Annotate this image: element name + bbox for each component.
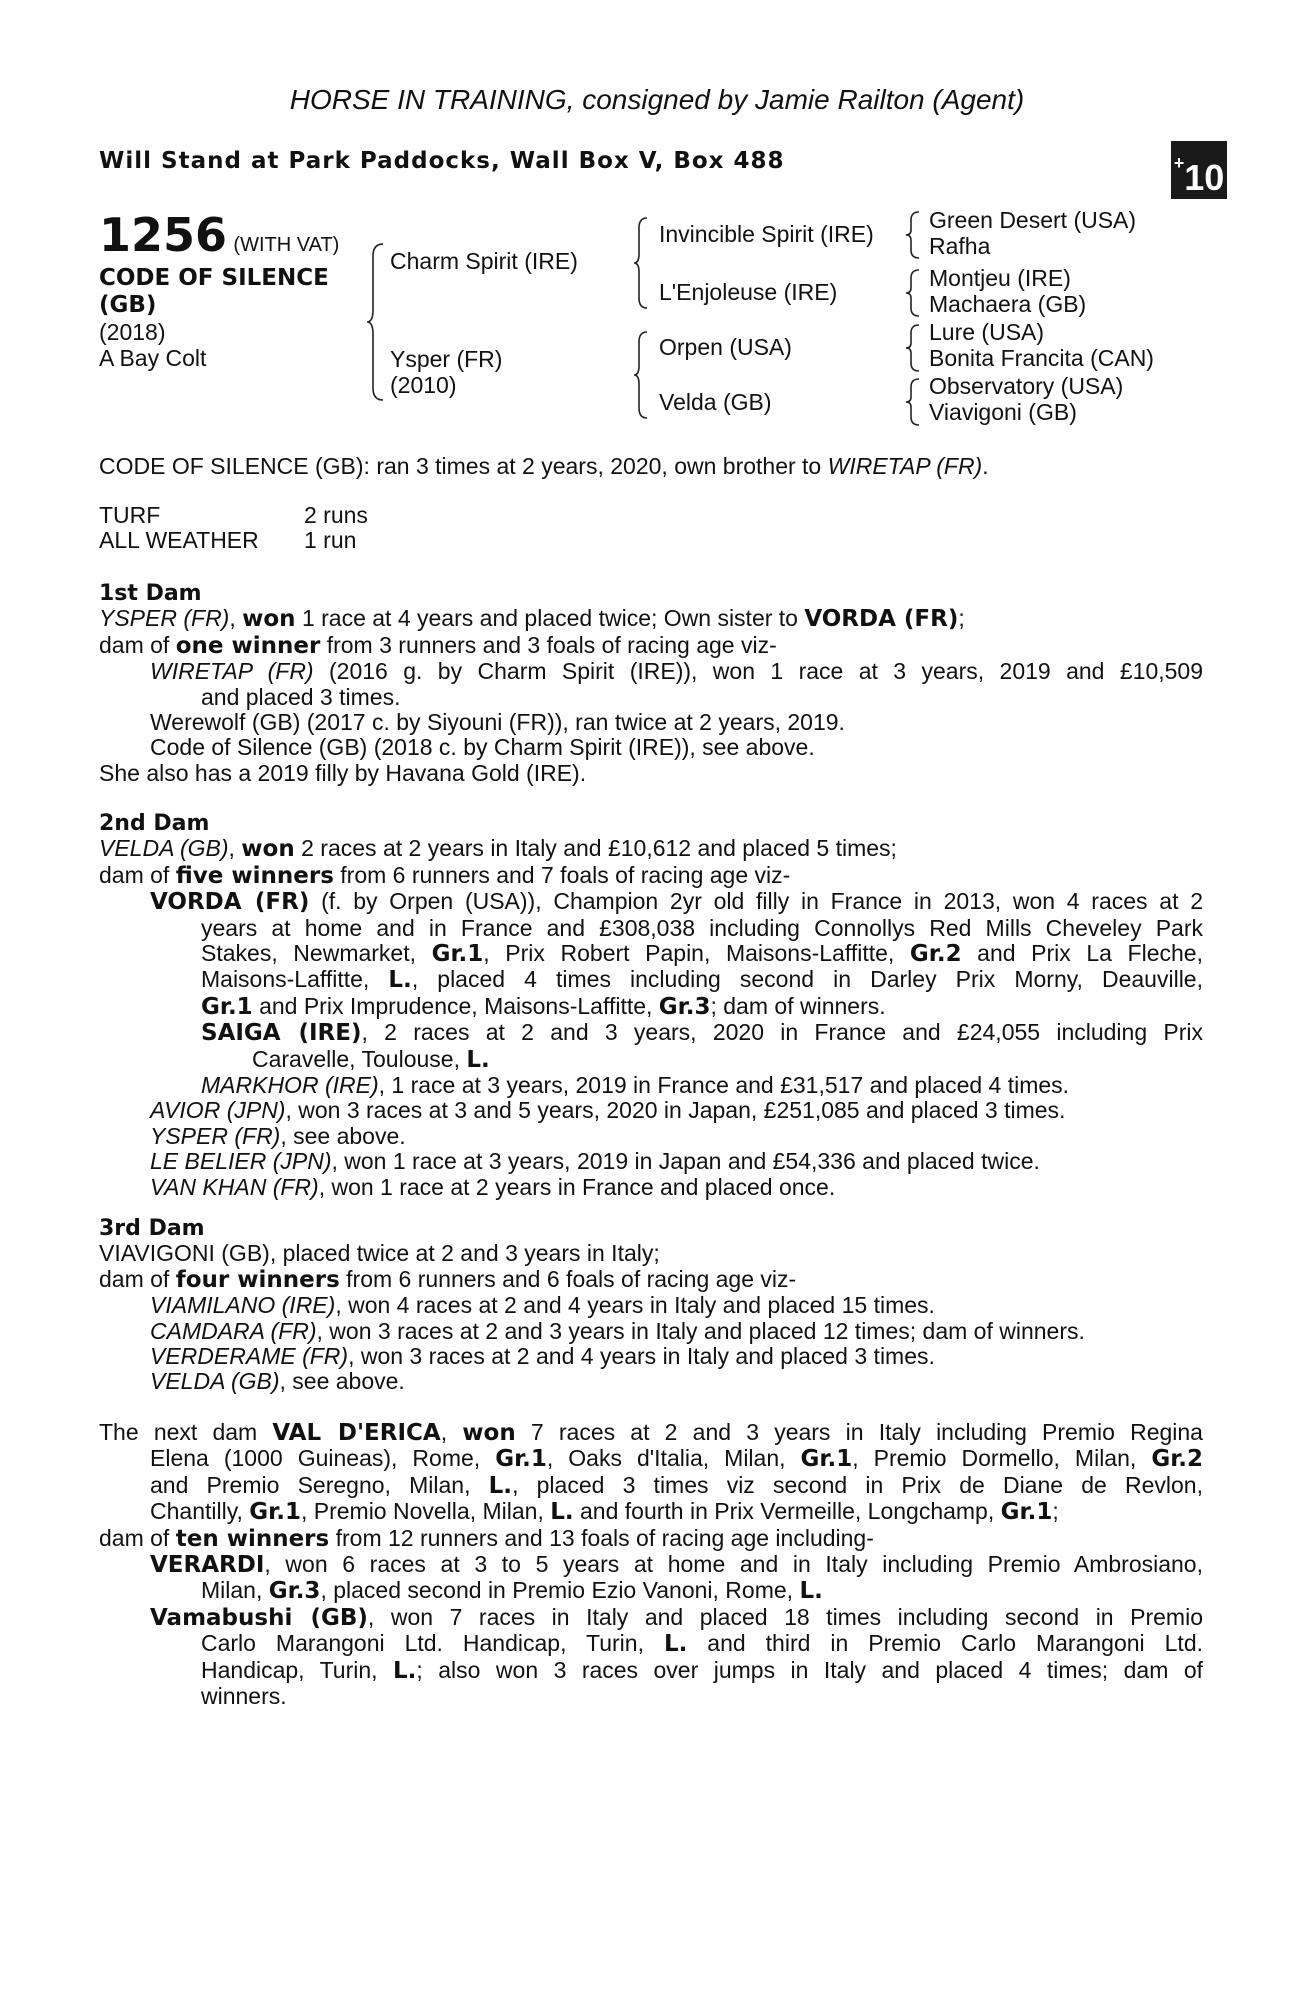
third-dam-section	[99, 1216, 1203, 1395]
pedigree-dam-sire: Orpen (USA)	[659, 334, 792, 360]
grade: Gr.3	[268, 1578, 321, 1605]
text: from 6 runners and 6 foals of racing age viz-	[339, 1265, 797, 1292]
text: , won 3 races at 2 and 3 years in Italy and placed 12 times; dam of winners.	[316, 1317, 1085, 1344]
text: 1 race at 4 years and placed twice; Own sister to	[295, 605, 805, 632]
text: The next dam	[99, 1419, 273, 1445]
text: ;	[1052, 1498, 1059, 1525]
offspring-name: AVIOR (JPN)	[150, 1097, 286, 1124]
pedigree-ssd: Rafha	[929, 233, 991, 259]
horse-sex: A Bay Colt	[99, 345, 207, 371]
offspring-name: VELDA (GB)	[150, 1368, 280, 1395]
text: Caravelle, Toulouse,	[252, 1045, 467, 1072]
pedigree-dam-dam: Velda (GB)	[659, 389, 772, 415]
winners-count: ten winners	[175, 1525, 330, 1552]
text: , won 3 races at 2 and 4 years in Italy and placed 3 times.	[348, 1343, 935, 1370]
text: , 2 races at 2 and 3 years, 2020 in France and £24,055 including Prix	[361, 1019, 1203, 1046]
grade: L.	[488, 1472, 513, 1499]
next-dam-section	[99, 1420, 1203, 1709]
text: , Premio Novella, Milan,	[300, 1498, 551, 1525]
text: , won 6 races at 3 to 5 years at home and in Italy including Premio Ambrosiano,	[264, 1551, 1203, 1578]
summary-text: CODE OF SILENCE (GB): ran 3 times at 2 years, 2020, own brother to	[99, 453, 828, 479]
stand-location: Will Stand at Park Paddocks, Wall Box V, Box 488	[99, 148, 785, 174]
text: , won 1 race at 3 years, 2019 in Japan and £54,336 and placed twice.	[331, 1148, 1040, 1175]
pedigree-sdd: Machaera (GB)	[929, 291, 1087, 317]
text: Carlo Marangoni Ltd. Handicap, Turin,	[201, 1630, 664, 1657]
page-title: HORSE IN TRAINING, consigned by Jamie Railton (Agent)	[289, 84, 1025, 115]
grade: L.	[388, 967, 412, 994]
won-label: won	[242, 606, 296, 633]
text: years at home and in France and £308,038 including Connollys Red Mills Cheveley Park	[201, 914, 1203, 941]
brace-ss	[905, 210, 925, 260]
offspring-name: VIAMILANO (IRE)	[150, 1292, 336, 1319]
offspring-name: VAN KHAN (FR)	[150, 1173, 319, 1200]
dam-name: VAL D'ERICA	[272, 1420, 441, 1446]
pedigree-brace-main	[365, 242, 389, 402]
lot-header	[99, 208, 339, 262]
text: Handicap, Turin,	[201, 1656, 394, 1683]
text: and Premio Seregno, Milan,	[150, 1471, 489, 1498]
first-dam-heading: 1st Dam	[99, 581, 202, 606]
text: ; also won 3 races over jumps in Italy and placed 4 times; dam of	[416, 1656, 1204, 1683]
surface-row	[99, 528, 1203, 553]
winners-count: five winners	[175, 862, 334, 889]
offspring-name: SAIGA (IRE)	[201, 1020, 362, 1047]
surface-name: ALL WEATHER	[99, 527, 259, 554]
pedigree-sire-sire: Invincible Spirit (IRE)	[659, 221, 874, 247]
text: ,	[440, 1419, 463, 1445]
text: , Prix Robert Papin, Maisons-Laffitte,	[483, 940, 910, 967]
horse-year: (2018)	[99, 319, 166, 345]
pedigree-dds: Observatory (USA)	[929, 373, 1124, 399]
pedigree-sire: Charm Spirit (IRE)	[390, 248, 578, 274]
grade: Gr.2	[1151, 1446, 1203, 1473]
dam-name: VELDA (GB)	[99, 835, 229, 862]
text: , placed 4 times including second in Darley Prix Morny, Deauville,	[411, 966, 1203, 993]
third-dam-heading: 3rd Dam	[99, 1216, 205, 1241]
grade: Gr.1	[201, 993, 253, 1020]
grade: Gr.1	[431, 941, 484, 968]
offspring-name: YSPER (FR)	[150, 1122, 281, 1149]
won-label: won	[241, 836, 295, 863]
pedigree-brace-dam	[633, 330, 653, 420]
text: and Prix Imprudence, Maisons-Laffitte,	[252, 992, 659, 1019]
offspring-name: VORDA (FR)	[150, 889, 310, 916]
text: winners.	[201, 1683, 287, 1710]
pedigree-dsd: Bonita Francita (CAN)	[929, 345, 1154, 371]
text: 7 races at 2 and 3 years in Italy including Premio Regina	[515, 1419, 1203, 1445]
surface-table	[99, 503, 1203, 554]
grade: Gr.2	[909, 941, 962, 968]
text: Stakes, Newmarket,	[201, 940, 432, 967]
offspring-line: Code of Silence (GB) (2018 c. by Charm Spirit (IRE)), see above.	[150, 734, 815, 761]
text: ;	[958, 605, 965, 632]
dam-name: YSPER (FR)	[99, 605, 230, 632]
first-dam-section	[99, 581, 1203, 786]
text: ,	[228, 835, 242, 862]
surface-runs: 2 runs	[304, 502, 368, 528]
text: 2 races at 2 years in Italy and £10,612 and placed 5 times;	[294, 835, 897, 862]
second-dam-heading: 2nd Dam	[99, 811, 210, 836]
text: , Oaks d'Italia, Milan,	[546, 1445, 801, 1472]
badge-plus: +	[1173, 153, 1185, 173]
pedigree-sds: Montjeu (IRE)	[929, 265, 1071, 291]
lot-number: 1256	[99, 208, 228, 262]
grade: L.	[799, 1578, 823, 1605]
dam-line: VIAVIGONI (GB), placed twice at 2 and 3 years in Italy;	[99, 1240, 660, 1267]
pedigree-dam-year: (2010)	[390, 372, 457, 398]
grade: L.	[466, 1046, 490, 1073]
text: from 6 runners and 7 foals of racing age viz-	[333, 861, 791, 888]
second-dam-section	[99, 811, 1203, 1200]
text: and third in Premio Carlo Marangoni Ltd.	[687, 1630, 1203, 1657]
winners-count: four winners	[175, 1266, 340, 1293]
text: (2016 g. by Charm Spirit (IRE)), won 1 race at 3 years, 2019 and £10,509	[313, 658, 1203, 685]
text: , see above.	[280, 1122, 406, 1149]
offspring-name: MARKHOR (IRE)	[201, 1072, 379, 1099]
brace-dd	[905, 377, 925, 427]
text: , won 1 race at 2 years in France and placed once.	[318, 1173, 836, 1200]
grade: L.	[393, 1657, 417, 1684]
text: Elena (1000 Guineas), Rome,	[150, 1445, 496, 1472]
race-summary	[99, 453, 989, 480]
text: ; dam of winners.	[710, 992, 886, 1019]
text: , won 7 races in Italy and placed 18 times including second in Premio	[367, 1603, 1203, 1630]
horse-name: CODE OF SILENCE	[99, 265, 329, 291]
offspring-name: CAMDARA (FR)	[150, 1317, 317, 1344]
text: and Prix La Fleche,	[961, 940, 1203, 967]
offspring-name: Vamabushi (GB)	[150, 1604, 368, 1631]
grade: L.	[663, 1631, 688, 1658]
pedigree-sss: Green Desert (USA)	[929, 207, 1137, 233]
grade: Gr.1	[1000, 1499, 1053, 1526]
surface-name: TURF	[99, 502, 161, 528]
pedigree-sire-dam: L'Enjoleuse (IRE)	[659, 279, 838, 305]
offspring-line: Werewolf (GB) (2017 c. by Siyouni (FR)), ran twice at 2 years, 2019.	[150, 709, 845, 736]
surface-runs: 1 run	[304, 527, 357, 554]
text: Maisons-Laffitte,	[201, 966, 389, 993]
summary-brother: WIRETAP (FR)	[827, 453, 983, 479]
filly-note: She also has a 2019 filly by Havana Gold (IRE).	[99, 759, 587, 786]
offspring-name: VERARDI	[150, 1552, 265, 1579]
text: from 12 runners and 13 foals of racing age including-	[329, 1524, 874, 1551]
summary-end: .	[982, 453, 989, 479]
badge-number: 10	[1184, 157, 1225, 198]
grade: Gr.1	[249, 1499, 301, 1526]
offspring-name: WIRETAP (FR)	[150, 658, 314, 685]
text: dam of	[99, 861, 176, 888]
text: , won 4 races at 2 and 4 years in Italy and placed 15 times.	[335, 1292, 935, 1319]
lot-badge	[1171, 141, 1227, 199]
text: Milan,	[201, 1577, 269, 1604]
grade: Gr.3	[658, 993, 711, 1020]
winners-count: one winner	[175, 632, 321, 659]
horse-country: (GB)	[99, 292, 157, 318]
text: , placed second in Premio Ezio Vanoni, Rome,	[320, 1577, 800, 1604]
text: from 3 runners and 3 foals of racing age viz-	[320, 631, 777, 658]
pedigree-brace-sire	[633, 216, 653, 310]
text: and fourth in Prix Vermeille, Longchamp,	[573, 1498, 1001, 1525]
text: and placed 3 times.	[201, 683, 401, 710]
text: (f. by Orpen (USA)), Champion 2yr old filly in France in 2013, won 4 races at 2	[309, 888, 1203, 915]
pedigree-dam: Ysper (FR)	[390, 346, 503, 372]
vat-note: (WITH VAT)	[233, 234, 340, 256]
text: dam of	[99, 631, 176, 658]
offspring-name: VERDERAME (FR)	[150, 1343, 349, 1370]
text: , won 3 races at 3 and 5 years, 2020 in Japan, £251,085 and placed 3 times.	[285, 1097, 1066, 1124]
grade: L.	[550, 1499, 574, 1526]
pedigree-ddd: Viavigoni (GB)	[929, 399, 1077, 425]
text: , Premio Dormello, Milan,	[852, 1445, 1152, 1472]
won-label: won	[462, 1420, 516, 1446]
offspring-name: LE BELIER (JPN)	[150, 1148, 332, 1175]
brace-ds	[905, 323, 925, 373]
text: , 1 race at 3 years, 2019 in France and £31,517 and placed 4 times.	[378, 1072, 1070, 1099]
text: Chantilly,	[150, 1498, 250, 1525]
brace-sd	[905, 268, 925, 318]
grade: Gr.1	[800, 1446, 853, 1473]
pedigree-dss: Lure (USA)	[929, 319, 1045, 345]
surface-row	[99, 503, 1203, 528]
grade: Gr.1	[495, 1446, 547, 1473]
sister-name: VORDA (FR)	[804, 606, 959, 633]
text: dam of	[99, 1524, 176, 1551]
text: ,	[229, 605, 243, 632]
text: dam of	[99, 1265, 176, 1292]
text: , placed 3 times viz second in Prix de Diane de Revlon,	[512, 1471, 1203, 1498]
text: , see above.	[279, 1368, 405, 1395]
